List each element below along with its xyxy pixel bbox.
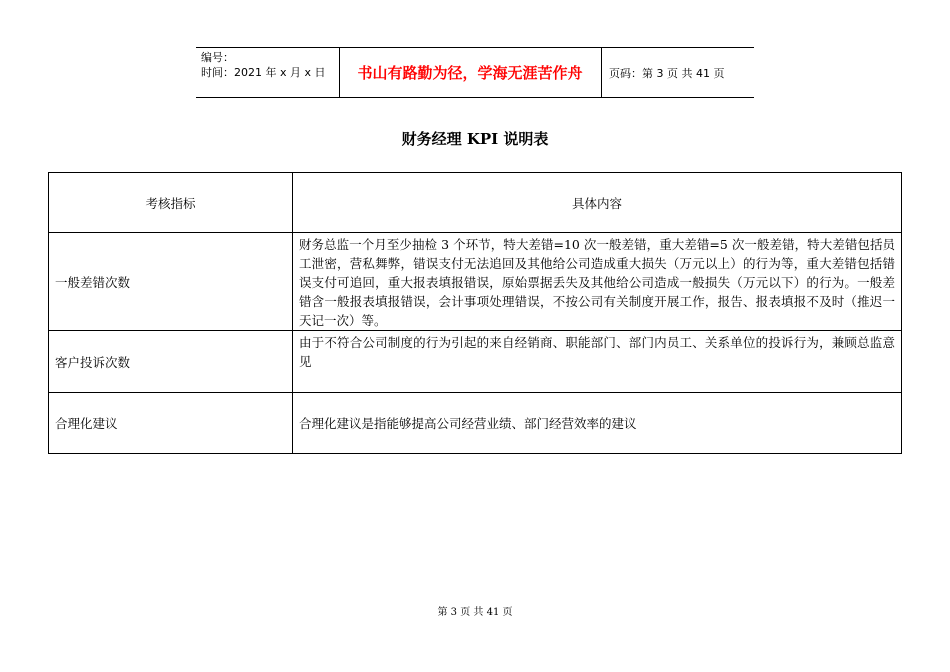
- table-row: [49, 331, 902, 393]
- page-footer: 第 3 页 共 41 页: [437, 607, 513, 618]
- document-header: [196, 47, 754, 98]
- indicator-cell: 合理化建议: [49, 393, 293, 454]
- number-label: 编号：: [201, 51, 234, 64]
- content-cell: 由于不符合公司制度的行为引起的来自经销商、职能部门、部门内员工、关系单位的投诉行为，兼顾总监意见: [293, 331, 902, 393]
- header-motto: 书山有路勤为径，学海无涯苦作舟: [357, 64, 583, 82]
- content-cell: 合理化建议是指能够提高公司经营业绩、部门经营效率的建议: [293, 393, 902, 454]
- table-row: [49, 393, 902, 454]
- header-divider: [601, 48, 602, 97]
- indicator-cell: 客户投诉次数: [49, 331, 293, 393]
- table-header-row: [49, 173, 902, 233]
- kpi-table: [48, 172, 902, 454]
- column-header-indicator: 考核指标: [49, 173, 293, 233]
- indicator-cell: 一般差错次数: [49, 233, 293, 331]
- content-cell: 财务总监一个月至少抽检 3 个环节，特大差错=10 次一般差错，重大差错=5 次一般差错，特大差错包括员工泄密，营私舞弊，错误支付无法追回及其他给公司造成重大损失（万元以上）的行为等，重大差错包括错误支付可追回，重大报表填报错误，原始票据丢失及其他给公司造成一般损失（万元以下）的行为。一般差错含一般报表填报错误，会计事项处理错误，不按公司有关制度开展工作，报告、报表填报不及时（推迟一天记一次）等。: [293, 233, 902, 331]
- time-label: 时间：2021 年 x 月 x 日: [201, 66, 326, 79]
- page-indicator: 页码：第 3 页 共 41 页: [609, 66, 725, 80]
- column-header-content: 具体内容: [293, 173, 902, 233]
- page-title: 财务经理 KPI 说明表: [401, 130, 549, 148]
- table-row: [49, 233, 902, 331]
- header-meta: [201, 50, 326, 80]
